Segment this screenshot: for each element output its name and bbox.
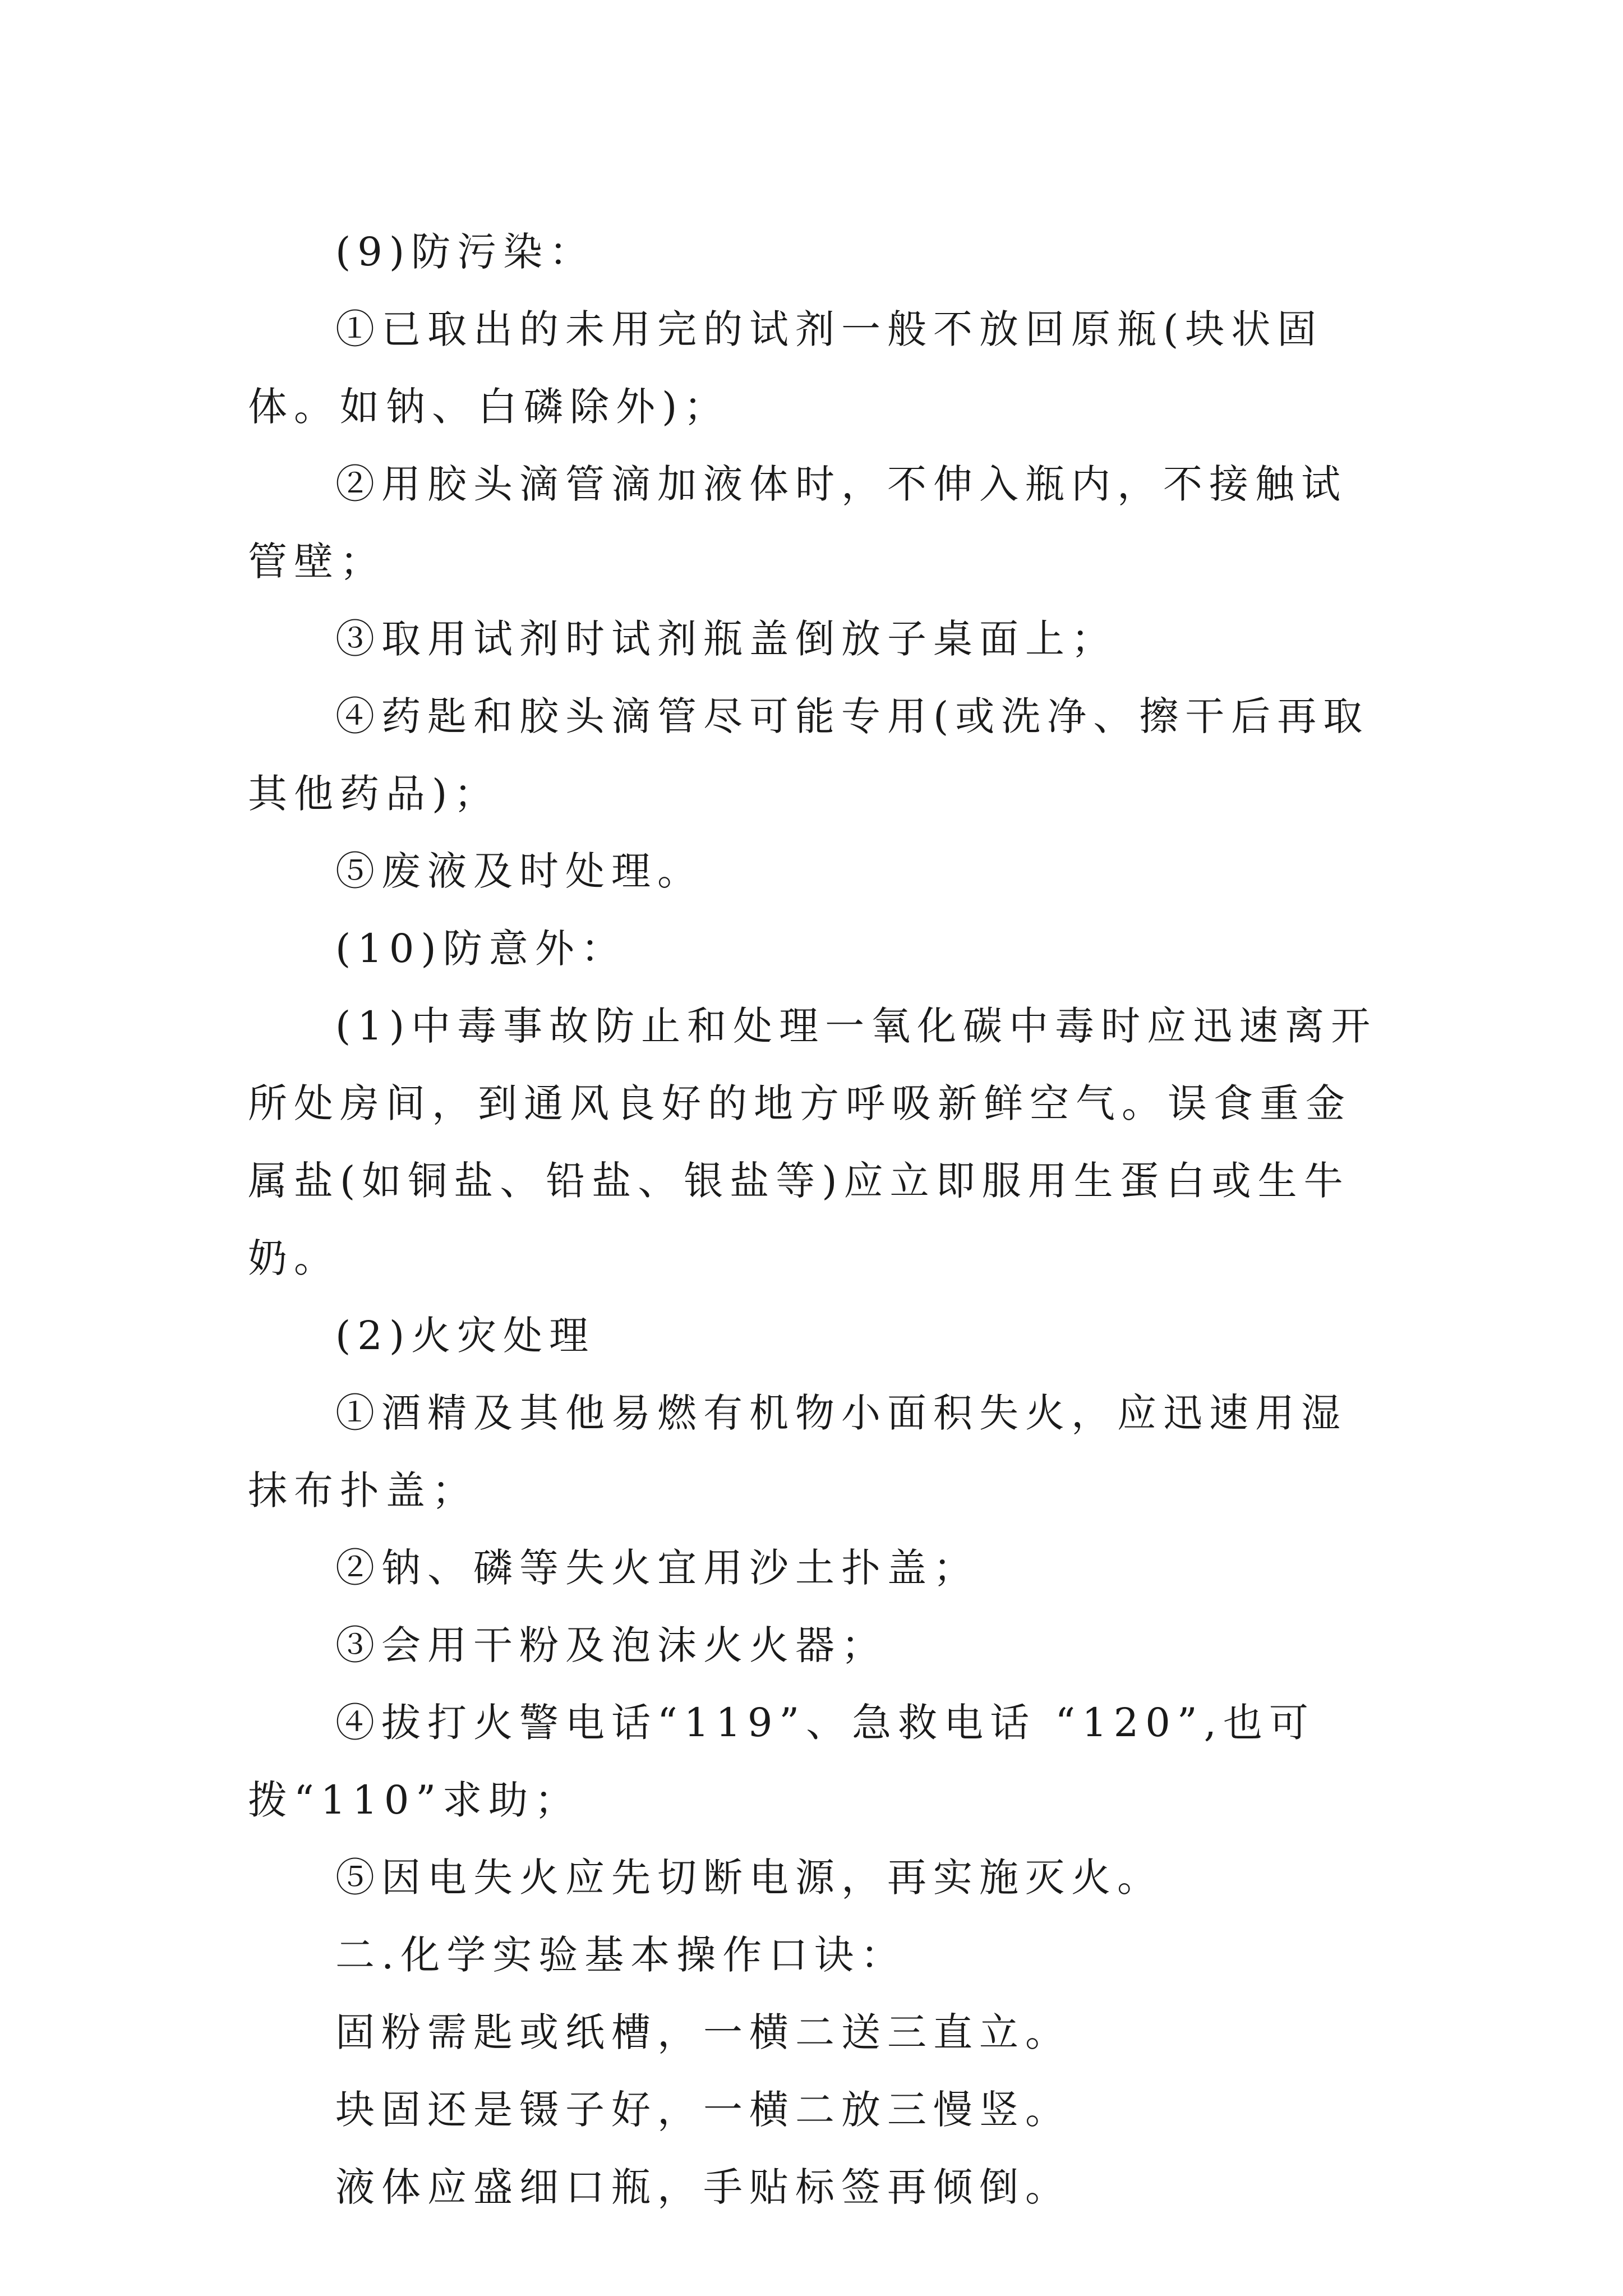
paragraph-9-heading: (9)防污染：	[335, 229, 596, 275]
verse-line: 液体应盛细口瓶，手贴标签再倾倒。	[335, 2164, 1071, 2210]
paragraph-item: ③取用试剂时试剂瓶盖倒放子桌面上；	[335, 616, 1117, 662]
paragraph-10-heading: (10)防意外：	[335, 926, 627, 972]
paragraph-item: ④拔打火警电话“119”、急救电话 “120”,也可拨“110”求助；	[248, 1700, 1315, 1823]
paragraph-item: ②用胶头滴管滴加液体时，不伸入瓶内，不接触试管壁；	[248, 461, 1347, 585]
document-body	[248, 213, 1392, 2226]
verse-line: 块固还是镊子好，一横二放三慢竖。	[335, 2087, 1071, 2133]
paragraph-item: ②钠、磷等失火宜用沙土扑盖；	[335, 1545, 979, 1591]
verse-line: 固粉需匙或纸槽，一横二送三直立。	[335, 2009, 1071, 2055]
paragraph-subheading: (2)火灾处理	[335, 1313, 596, 1359]
paragraph-item: ③会用干粉及泡沫火火器；	[335, 1622, 887, 1668]
paragraph-item: ⑤因电失火应先切断电源，再实施灭火。	[335, 1855, 1163, 1901]
section-heading: 二.化学实验基本操作口诀：	[335, 1932, 907, 1978]
paragraph-item: ①已取出的未用完的试剂一般不放回原瓶(块状固体。如钠、白磷除外)；	[248, 306, 1324, 430]
paragraph-item: ①酒精及其他易燃有机物小面积失火，应迅速用湿抹布扑盖；	[248, 1390, 1347, 1513]
paragraph-item: ⑤废液及时处理。	[335, 848, 703, 894]
paragraph-item: (1)中毒事故防止和处理一氧化碳中毒时应迅速离开所处房间，到通风良好的地方呼吸新鲜空气。误食重金属盐(如铜盐、铅盐、银盐等)应立即服用生蛋白或生牛奶。	[248, 1003, 1377, 1281]
paragraph-item: ④药匙和胶头滴管尽可能专用(或洗净、擦干后再取其他药品)；	[248, 693, 1370, 817]
